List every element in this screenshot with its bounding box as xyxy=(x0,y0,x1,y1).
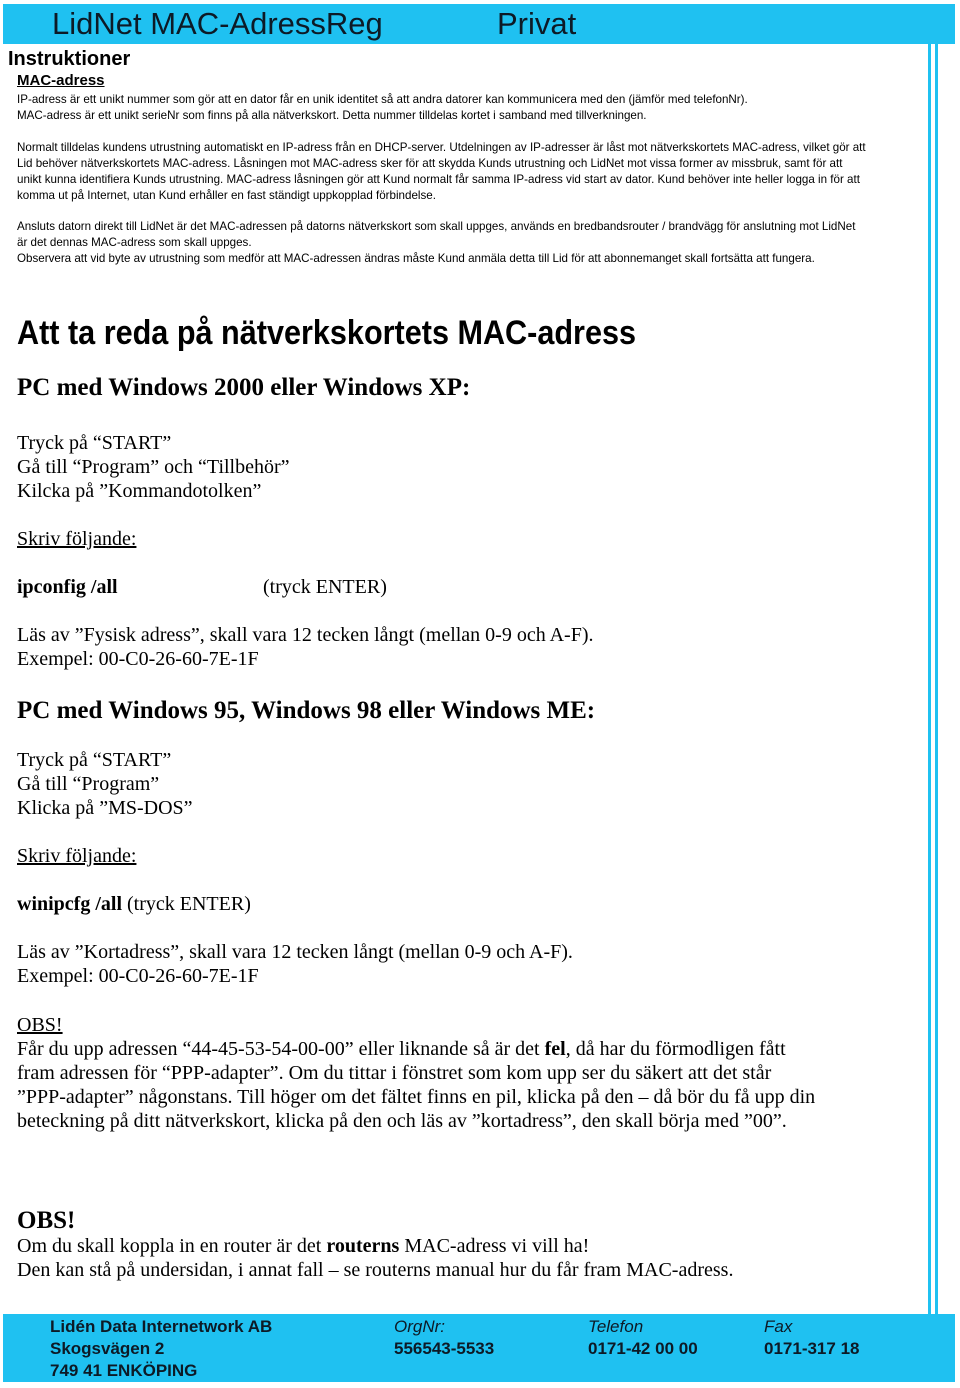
dhcp-line: komma ut på Internet, utan Kund erhåller en fast ständigt uppkopplad förbindelse. xyxy=(17,189,436,202)
w9x-section-heading: PC med Windows 95, Windows 98 eller Windows ME: xyxy=(17,697,596,724)
intro-line: IP-adress är ett unikt nummer som gör att en dator får en unik identitet så att andra datorer kan kommunicera med den (jämför med telefonNr). xyxy=(17,93,748,106)
xp-step: Tryck på “START” xyxy=(17,432,172,454)
footer-phone-label: Telefon xyxy=(588,1317,644,1336)
obs2-line xyxy=(17,1234,927,1258)
header-privacy-label: Privat xyxy=(497,6,577,41)
obs2-line: Den kan stå på undersidan, i annat fall – se routerns manual hur du får fram MAC-adress. xyxy=(17,1259,734,1281)
obs-line xyxy=(17,1037,927,1061)
xp-example: Exempel: 00-C0-26-60-7E-1F xyxy=(17,648,259,670)
xp-step: Gå till “Program” och “Tillbehör” xyxy=(17,456,290,478)
router-paragraph xyxy=(17,219,927,267)
footer-fax-value: 0171-317 18 xyxy=(764,1339,860,1358)
xp-step: Kilcka på ”Kommandotolken” xyxy=(17,480,262,502)
guide-title: Att ta reda på nätverkskortets MAC-adress xyxy=(17,314,637,352)
footer-fax-label: Fax xyxy=(764,1317,793,1336)
intro-line: MAC-adress är ett unikt serieNr som finns på alla nätverkskort. Detta nummer tilldelas kortet i samband med tillverkningen. xyxy=(17,109,647,122)
footer-org-value: 556543-5533 xyxy=(394,1339,495,1358)
dhcp-paragraph xyxy=(17,140,927,204)
obs2-emphasis: routerns xyxy=(326,1235,400,1257)
instructions-heading: Instruktioner xyxy=(8,48,131,70)
footer-street: Skogsvägen 2 xyxy=(50,1339,165,1358)
w9x-step: Gå till “Program” xyxy=(17,773,160,795)
footer-org-label: OrgNr: xyxy=(394,1317,445,1336)
w9x-step: Klicka på ”MS-DOS” xyxy=(17,797,193,819)
footer-company: Lidén Data Internetwork AB xyxy=(50,1317,273,1336)
dhcp-line: unikt kunna identifiera Kunds utrustning. MAC-adress låsningen gör att Kund normalt får samma IP-adress vid start av dator. Kund behöver inte heller logga in för att xyxy=(17,173,860,186)
obs-emphasis: fel xyxy=(544,1038,566,1060)
dhcp-line: Normalt tilldelas kundens utrustning automatiskt en IP-adress från en DHCP-server. Utdelningen av IP-adresser är låst mot nätverkskortets MAC-adress, vilket gör att xyxy=(17,141,866,154)
footer-city: 749 41 ENKÖPING xyxy=(50,1361,198,1380)
obs2-text: Om du skall koppla in en router är det xyxy=(17,1235,327,1257)
w9x-write-label: Skriv följande: xyxy=(17,845,137,867)
w9x-enter-hint: (tryck ENTER) xyxy=(127,893,251,915)
obs-line: fram adressen för “PPP-adapter”. Om du tittar i fönstret som kom upp ser du säkert att det står xyxy=(17,1062,772,1084)
obs-line: beteckning på ditt nätverkskort, klicka på den och läs av ”kortadress”, den skall börja med ”00”. xyxy=(17,1110,787,1132)
dhcp-line: Lid behöver nätverkskortets MAC-adress. Låsningen mot MAC-adress sker för att skydda Kunds utrustning och LidNet mot vissa former av missbruk, samt för att xyxy=(17,157,843,170)
page-title: LidNet MAC-AdressReg xyxy=(52,6,383,41)
obs-text: Får du upp adressen “44-45-53-54-00-00” eller liknande så är det xyxy=(17,1038,545,1060)
obs2-text: MAC-adress vi vill ha! xyxy=(399,1235,590,1257)
obs-text: , då har du förmodligen fått xyxy=(565,1038,786,1060)
right-border-rule-inner xyxy=(935,44,938,1314)
w9x-command: winipcfg /all xyxy=(17,893,123,915)
router-line: Observera att vid byte av utrustning som medför att MAC-adressen ändras måste Kund anmäla detta till Lid för att abonnemanget skall fortsätta att fungera. xyxy=(17,252,815,265)
w9x-read-instruction: Läs av ”Kortadress”, skall vara 12 tecken långt (mellan 0-9 och A-F). xyxy=(17,941,573,963)
xp-command: ipconfig /all xyxy=(17,576,118,598)
right-border-rule xyxy=(928,44,931,1314)
xp-enter-hint: (tryck ENTER) xyxy=(263,576,387,598)
obs-line: ”PPP-adapter” någonstans. Till höger om det fältet finns en pil, klicka på den – då bör du få upp din xyxy=(17,1086,816,1108)
intro-paragraph xyxy=(17,92,927,124)
xp-read-instruction: Läs av ”Fysisk adress”, skall vara 12 tecken långt (mellan 0-9 och A-F). xyxy=(17,624,594,646)
footer-phone-value: 0171-42 00 00 xyxy=(588,1339,698,1358)
xp-write-label: Skriv följande: xyxy=(17,528,137,550)
w9x-step: Tryck på “START” xyxy=(17,749,172,771)
router-line: är det dennas MAC-adress som skall uppges. xyxy=(17,236,252,249)
router-line: Ansluts datorn direkt till LidNet är det MAC-adressen på datorns nätverkskort som skall uppges, används en bredbandsrouter / brandvägg för anslutning mot LidNet xyxy=(17,220,856,233)
w9x-command-line xyxy=(17,892,927,916)
xp-section-heading: PC med Windows 2000 eller Windows XP: xyxy=(17,374,471,401)
w9x-example: Exempel: 00-C0-26-60-7E-1F xyxy=(17,965,259,987)
mac-address-heading: MAC-adress xyxy=(17,72,105,89)
obs2-label: OBS! xyxy=(17,1207,76,1234)
obs-label: OBS! xyxy=(17,1014,63,1036)
